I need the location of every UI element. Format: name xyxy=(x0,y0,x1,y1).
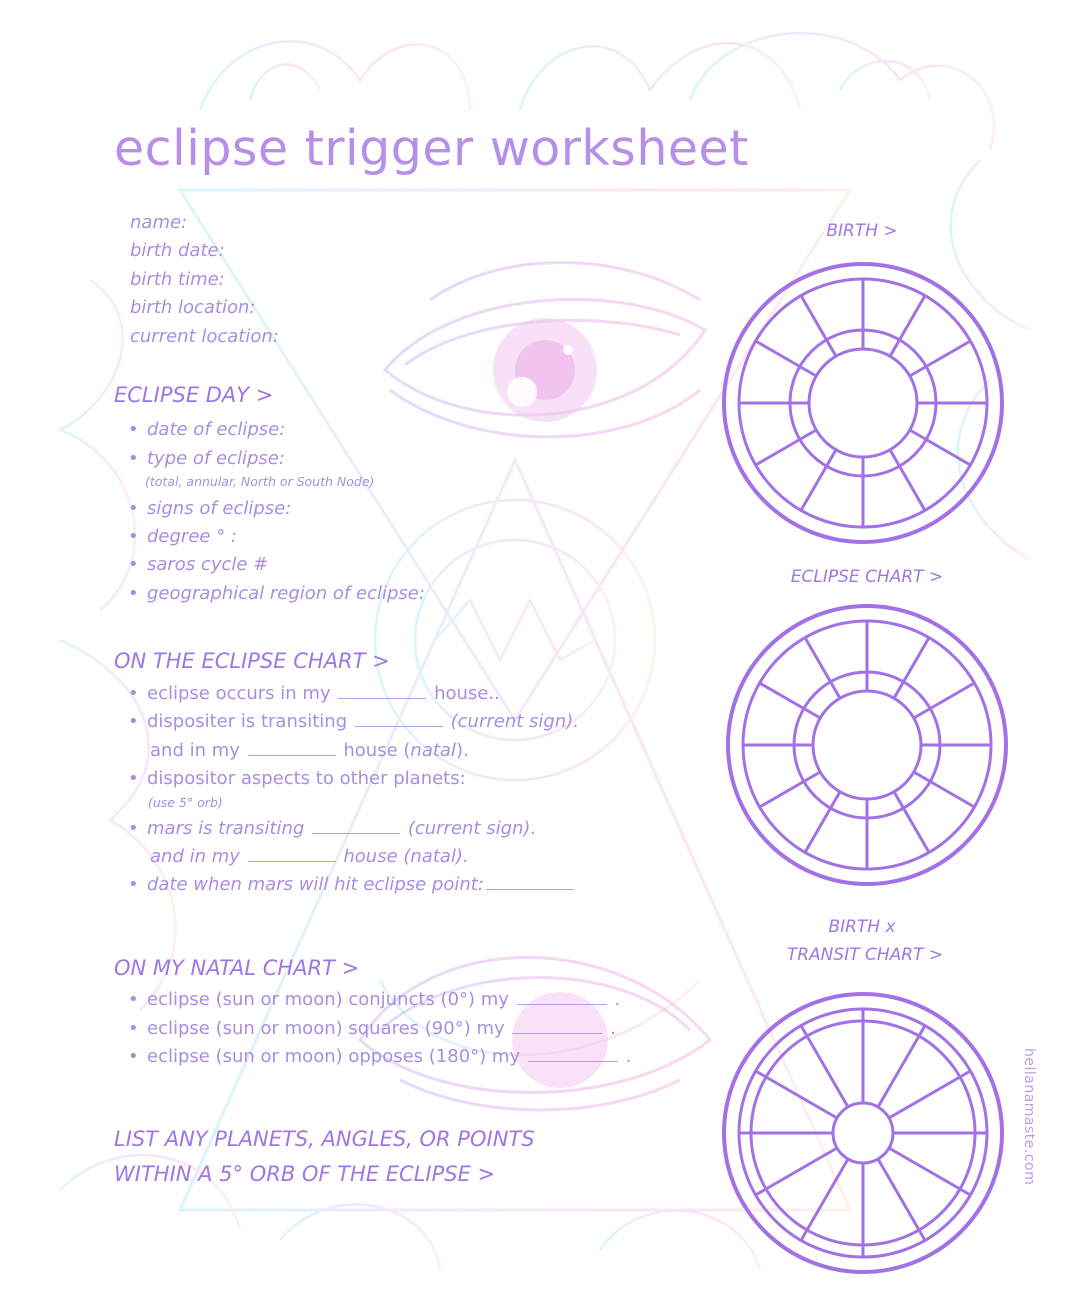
mars-post-text: (current sign). xyxy=(407,818,537,839)
mars-house-text: house (natal). xyxy=(343,846,469,867)
natal-text: natal xyxy=(410,740,456,761)
aspects-text: dispositor aspects to other planets: xyxy=(147,768,466,789)
house-blank[interactable] xyxy=(248,860,336,862)
birth-location-field-label: birth location: xyxy=(130,297,256,318)
end-text: . xyxy=(614,989,621,1010)
and-in-my-text: and in my xyxy=(150,846,240,867)
sign-blank[interactable] xyxy=(312,832,400,834)
house-blank[interactable] xyxy=(248,754,336,756)
list-item: • eclipse (sun or moon) conjuncts (0°) my . xyxy=(128,989,621,1010)
list-item: • dispositor aspects to other planets: xyxy=(128,768,466,789)
dispositer-text: dispositer is transiting xyxy=(147,711,348,732)
house-divider xyxy=(910,430,971,465)
natal-chart-heading: ON MY NATAL CHART > xyxy=(114,956,360,980)
house-divider xyxy=(805,792,840,853)
date-of-eclipse-label: date of eclipse: xyxy=(147,419,286,440)
mars-text: mars is transiting xyxy=(147,818,305,839)
birth-chart-wheel[interactable] xyxy=(722,262,1004,544)
opposes-text: eclipse (sun or moon) opposes (180°) my xyxy=(147,1046,521,1067)
house-divider xyxy=(756,430,817,465)
geographical-region-label: geographical region of eclipse: xyxy=(147,583,425,604)
current-location-field-label: current location: xyxy=(130,326,279,347)
list-item: • dispositer is transiting (current sign). xyxy=(128,711,579,732)
type-of-eclipse-label: type of eclipse: xyxy=(147,448,285,469)
list-item: • degree ° : xyxy=(128,526,237,547)
house-divider xyxy=(756,341,817,376)
list-item: • signs of eclipse: xyxy=(128,498,292,519)
transit-chart-label-line2: TRANSIT CHART > xyxy=(786,945,944,965)
list-item: • saros cycle # xyxy=(128,554,269,575)
house-text: house ( xyxy=(343,740,411,761)
conjuncts-text: eclipse (sun or moon) conjuncts (0°) my xyxy=(147,989,509,1010)
list-planets-heading-line2: WITHIN A 5° ORB OF THE ECLIPSE > xyxy=(114,1162,496,1186)
mars-hit-text: date when mars will hit eclipse point: xyxy=(147,874,484,895)
house-divider xyxy=(878,1026,925,1107)
list-item: • type of eclipse: xyxy=(128,448,285,469)
house-divider xyxy=(756,1148,837,1195)
occurs-text: eclipse occurs in my xyxy=(147,683,331,704)
eclipse-chart-heading: ON THE ECLIPSE CHART > xyxy=(114,649,390,673)
eclipse-day-heading: ECLIPSE DAY > xyxy=(114,383,274,407)
sign-blank[interactable] xyxy=(355,725,443,727)
degree-label: degree ° : xyxy=(147,526,237,547)
planet-blank[interactable] xyxy=(512,1032,602,1034)
orb-note: (use 5° orb) xyxy=(148,795,223,810)
saros-cycle-label: saros cycle # xyxy=(147,554,269,575)
type-of-eclipse-note: (total, annular, North or South Node) xyxy=(145,474,375,489)
birth-time-field-label: birth time: xyxy=(130,269,225,290)
list-item-continued xyxy=(150,846,469,867)
house-divider xyxy=(801,1159,848,1240)
end-text: . xyxy=(610,1018,616,1039)
transit-chart-wheel[interactable] xyxy=(722,992,1004,1274)
name-field-label: name: xyxy=(130,212,188,233)
squares-text: eclipse (sun or moon) squares (90°) my xyxy=(147,1018,505,1039)
birth-date-field-label: birth date: xyxy=(130,240,225,261)
end-text: ). xyxy=(455,740,469,761)
and-in-my-text: and in my xyxy=(150,740,240,761)
list-item: • mars is transiting (current sign). xyxy=(128,818,537,839)
wheel-ring xyxy=(809,349,917,457)
house-divider xyxy=(801,1026,848,1107)
eclipse-chart-label: ECLIPSE CHART > xyxy=(790,567,944,587)
house-divider xyxy=(760,772,821,807)
house-divider xyxy=(910,341,971,376)
end-text: . xyxy=(625,1046,632,1067)
house-divider xyxy=(890,296,925,357)
wheel-ring xyxy=(813,691,921,799)
house-divider xyxy=(889,1148,970,1195)
house-blank[interactable] xyxy=(338,697,426,699)
house-divider xyxy=(890,450,925,511)
occurs-post-text: house.. xyxy=(434,683,500,704)
house-divider xyxy=(894,792,929,853)
eclipse-chart-wheel[interactable] xyxy=(726,604,1008,886)
list-item: • eclipse occurs in my house.. xyxy=(128,683,500,704)
date-blank[interactable] xyxy=(486,888,574,890)
house-divider xyxy=(805,638,840,699)
house-divider xyxy=(801,296,836,357)
website-label: hellanamaste.com xyxy=(1021,1048,1037,1186)
house-divider xyxy=(914,683,975,718)
house-divider xyxy=(894,638,929,699)
list-item: • eclipse (sun or moon) opposes (180°) my . xyxy=(128,1046,632,1067)
house-divider xyxy=(914,772,975,807)
list-item: • geographical region of eclipse: xyxy=(128,583,425,604)
planet-blank[interactable] xyxy=(517,1003,607,1005)
list-item-continued xyxy=(150,740,469,761)
list-planets-heading-line1: LIST ANY PLANETS, ANGLES, OR POINTS xyxy=(114,1127,535,1151)
wheel-ring xyxy=(833,1103,893,1163)
house-divider xyxy=(878,1159,925,1240)
wheel-ring xyxy=(790,330,936,476)
list-item: • date when mars will hit eclipse point: xyxy=(147,874,576,895)
birth-chart-label: BIRTH > xyxy=(826,221,898,241)
wheel-ring xyxy=(794,672,940,818)
page-title: eclipse trigger worksheet xyxy=(114,120,749,177)
house-divider xyxy=(801,450,836,511)
list-item: • date of eclipse: xyxy=(128,419,286,440)
list-item: • eclipse (sun or moon) squares (90°) my . xyxy=(128,1018,616,1039)
dispositer-post-text: (current sign). xyxy=(450,711,579,732)
house-divider xyxy=(760,683,821,718)
signs-of-eclipse-label: signs of eclipse: xyxy=(147,498,292,519)
transit-chart-label-line1: BIRTH x xyxy=(828,917,896,937)
house-divider xyxy=(889,1071,970,1118)
house-divider xyxy=(756,1071,837,1118)
planet-blank[interactable] xyxy=(528,1060,618,1062)
